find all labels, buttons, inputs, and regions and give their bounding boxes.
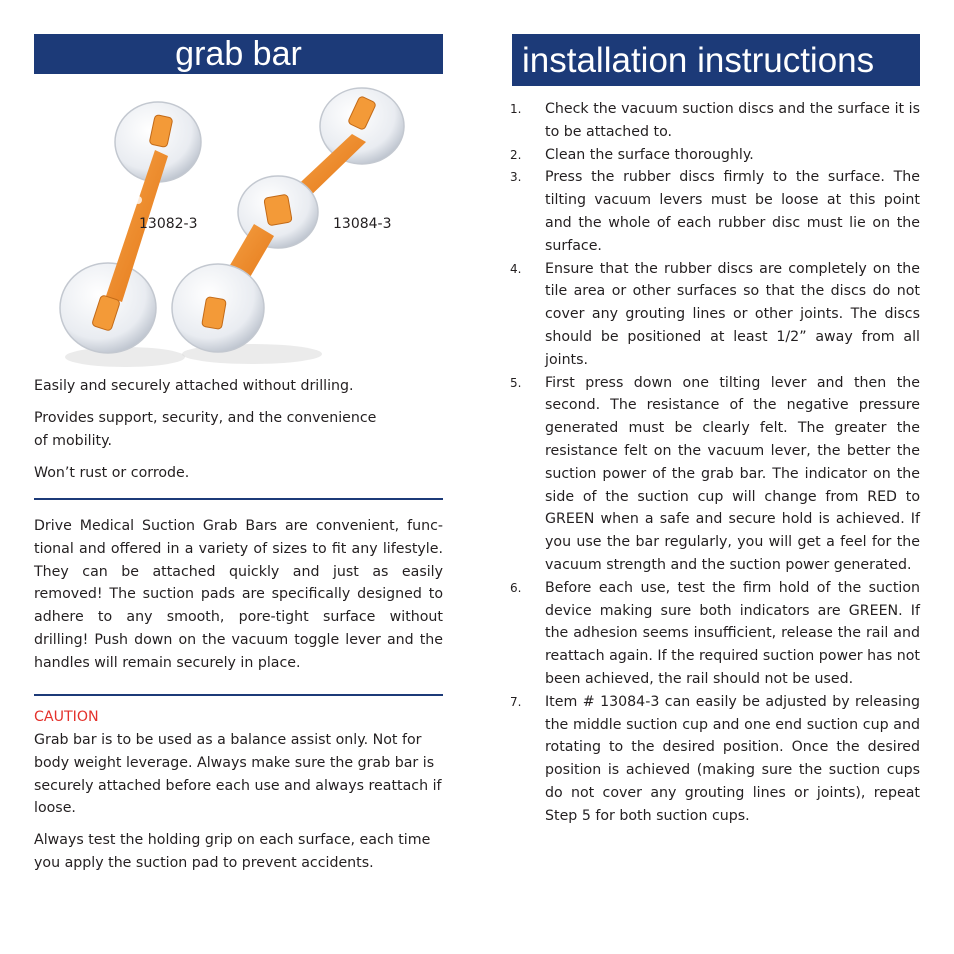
- caution-paragraph-1: Grab bar is to be used as a balance assist only. Not for body weight leverage. Always make sure the grab bar is securely attached before each use and always reattach if loose.: [34, 732, 442, 817]
- step-text: Item # 13084-3 can easily be adjusted by releasing the middle suction cup and one end suction cup and rotating to the desired position. Once the desired position is achieved (making sure the suction cups do not cover any grouting lines or joints), repeat Step 5 for both suction cups.: [545, 693, 920, 824]
- caution-paragraph-2: Always test the holding grip on each surface, each time you apply the suction pad to prevent accidents.: [34, 832, 431, 871]
- step-item: [510, 577, 920, 691]
- feature-2: Provides support, security, and the convenience of mobility.: [34, 410, 377, 449]
- step-text: Ensure that the rubber discs are completely on the tile area or other surfaces so that the discs do not cover any grouting lines or other joints. The discs should be positioned at least 1/2” away from all joints.: [545, 260, 920, 368]
- caution-heading: CAUTION: [34, 709, 99, 725]
- step-number: 4.: [510, 261, 522, 276]
- product-description: Drive Medical Suction Grab Bars are convenient, func-tional and offered in a variety of sizes to fit any lifestyle. They can be attached quickly and just as easily removed! The suction pads are specifically designed to adhere to any smooth, pore-tight surface without drilling! Push down on the vacuum toggle lever and the handles will remain securely in place.: [34, 518, 443, 671]
- installation-steps-list: [510, 98, 920, 828]
- grab-bar-title: grab bar: [34, 34, 443, 74]
- step-item: [510, 691, 920, 828]
- step-text: Check the vacuum suction discs and the surface it is to be attached to.: [545, 101, 920, 140]
- installation-instructions-title: installation instructions: [512, 34, 920, 86]
- step-text: First press down one tilting lever and then the second. The resistance of the negative pressure generated must be clearly felt. The greater the resistance felt on the vacuum lever, the better the suction power of the grab bar. The indicator on the side of the suction cup will change from RED to GREEN when a safe and secure hold is achieved. If you use the bar regularly, you will get a feel for the vacuum strength and the suction power generated.: [545, 374, 920, 573]
- step-item: [510, 144, 920, 167]
- step-number: 2.: [510, 147, 522, 162]
- step-item: [510, 372, 920, 577]
- step-number: 5.: [510, 375, 522, 390]
- step-text: Press the rubber discs firmly to the surface. The tilting vacuum levers must be loose at this point and the whole of each rubber disc must lie on the surface.: [545, 169, 920, 254]
- divider-1: [34, 498, 443, 500]
- step-number: 6.: [510, 580, 522, 595]
- step-item: [510, 166, 920, 257]
- step-text: Before each use, test the firm hold of the suction device making sure both indicators are GREEN. If the adhesion seems insufficient, release the rail and reattach again. If the required suction power has not been achieved, the rail should not be used.: [545, 579, 920, 687]
- feature-3: Won’t rust or corrode.: [34, 465, 190, 481]
- label-13082-3: 13082-3: [139, 216, 198, 232]
- step-item: [510, 258, 920, 372]
- feature-1: Easily and securely attached without drilling.: [34, 378, 354, 394]
- step-number: 3.: [510, 170, 522, 185]
- step-number: 7.: [510, 694, 522, 709]
- step-number: 1.: [510, 102, 522, 116]
- step-item: [510, 98, 920, 144]
- divider-2: [34, 694, 443, 696]
- step-text: Clean the surface thoroughly.: [545, 146, 754, 163]
- label-13084-3: 13084-3: [333, 216, 392, 232]
